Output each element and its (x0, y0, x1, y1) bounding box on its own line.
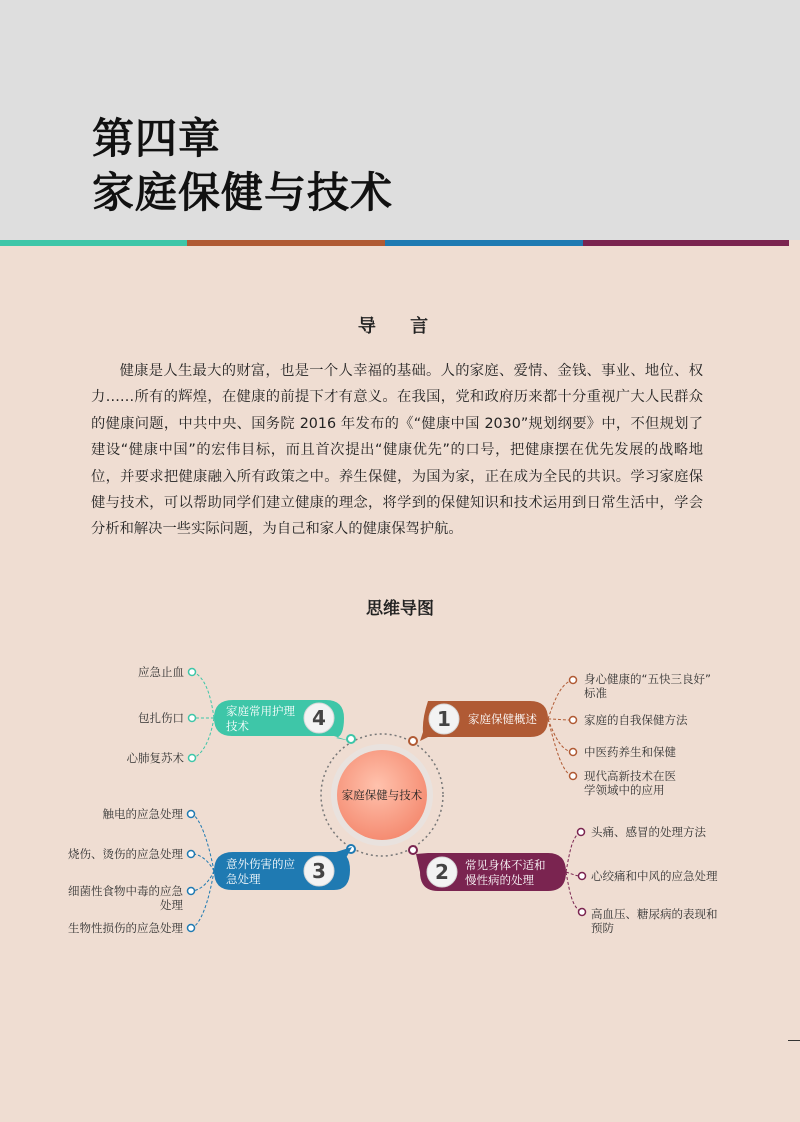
branch-1-leaf-3: 中医药养生和保健 (584, 745, 676, 759)
branch-2-leaf-2: 心绞痛和中风的应急处理 (591, 869, 718, 883)
branch-3-accident-emergency (68, 807, 352, 935)
branch-1-leaf-1-cont: 标准 (584, 686, 607, 700)
branch-1-leaf-4-cont: 学领域中的应用 (584, 783, 665, 797)
intro-paragraph: 健康是人生最大的财富，也是一个人幸福的基础。人的家庭、爱情、金钱、事业、地位、权力……所有的辉煌，在健康的前提下才有意义。在我国，党和政府历来都十分重视广大人民群众的健康问题，中共中央、国务院 2016 年发布的《“健康中国 2030”规划纲要》中，不但规划了建设“健康中国”的宏伟目标，而且首次提出“健康优先”的口号，把健康摆在优先发展的战略地位，并要求把健康融入所有政策之中。养生保健，为国为家，正在成为全民的共识。学习家庭保健与技术，可以帮助同学们建立健康的理念，将学到的保健知识和技术运用到日常生活中，学会分析和解决一些实际问题，为自己和家人的健康保驾护航。 (91, 363, 703, 538)
branch-2-leaf-3-cont: 预防 (591, 921, 614, 935)
color-bar-blue (385, 240, 583, 246)
branch-3-leaf-3-cont: 处理 (160, 898, 183, 912)
branch-1-leaf-2: 家庭的自我保健方法 (584, 713, 688, 727)
branch-3-leaf-3: 细菌性食物中毒的应急 (68, 884, 183, 898)
branch-1-leaf-4: 现代高新技术在医 (584, 769, 676, 783)
branch-3-number: 3 (312, 859, 326, 883)
intro-heading: 导 言 (357, 316, 443, 337)
branch-2-label-line-2: 慢性病的处理 (465, 873, 534, 887)
branch-2-label-line-1: 常见身体不适和 (465, 858, 546, 872)
color-bar-brown (187, 240, 385, 246)
branch-1-home-health-overview (420, 672, 711, 797)
chapter-title (92, 112, 393, 220)
color-bar-purple (583, 240, 789, 246)
branch-4-home-nursing (127, 665, 351, 765)
branch-3-label-line-2: 急处理 (226, 872, 261, 886)
branch-4-label-line-2: 技术 (226, 719, 249, 733)
branch-2-leaf-3: 高血压、糖尿病的表现和 (591, 907, 718, 921)
mindmap-diagram (0, 640, 800, 960)
branch-2-number: 2 (435, 860, 449, 884)
mindmap-heading: 思维导图 (366, 599, 434, 619)
page-edge-mark (788, 1040, 800, 1041)
color-bar-teal (0, 240, 187, 246)
mindmap-center (321, 734, 443, 856)
branch-4-label-line-1: 家庭常用护理 (226, 704, 295, 718)
branch-2-leaf-1: 头痛、感冒的处理方法 (591, 825, 706, 839)
branch-1-leaf-1: 身心健康的“五快三良好” (584, 672, 711, 686)
branch-1-label: 家庭保健概述 (468, 712, 537, 726)
branch-4-leaf-3: 心肺复苏术 (126, 751, 184, 765)
branch-3-leaf-2: 烧伤、烫伤的应急处理 (68, 847, 183, 861)
branch-4-leaf-1: 应急止血 (138, 665, 184, 679)
branch-2-common-illness (416, 825, 718, 935)
chapter-number: 第四章 (92, 114, 222, 163)
branch-1-number: 1 (437, 707, 451, 731)
mindmap-center-label: 家庭保健与技术 (341, 788, 423, 802)
chapter-header (0, 0, 800, 240)
branch-3-label-line-1: 意外伤害的应 (226, 857, 295, 871)
branch-4-leaf-2: 包扎伤口 (138, 711, 184, 725)
branch-3-leaf-1: 触电的应急处理 (102, 807, 183, 821)
branch-4-number: 4 (312, 706, 326, 730)
chapter-name: 家庭保健与技术 (92, 168, 394, 217)
branch-3-leaf-4: 生物性损伤的应急处理 (68, 921, 183, 935)
